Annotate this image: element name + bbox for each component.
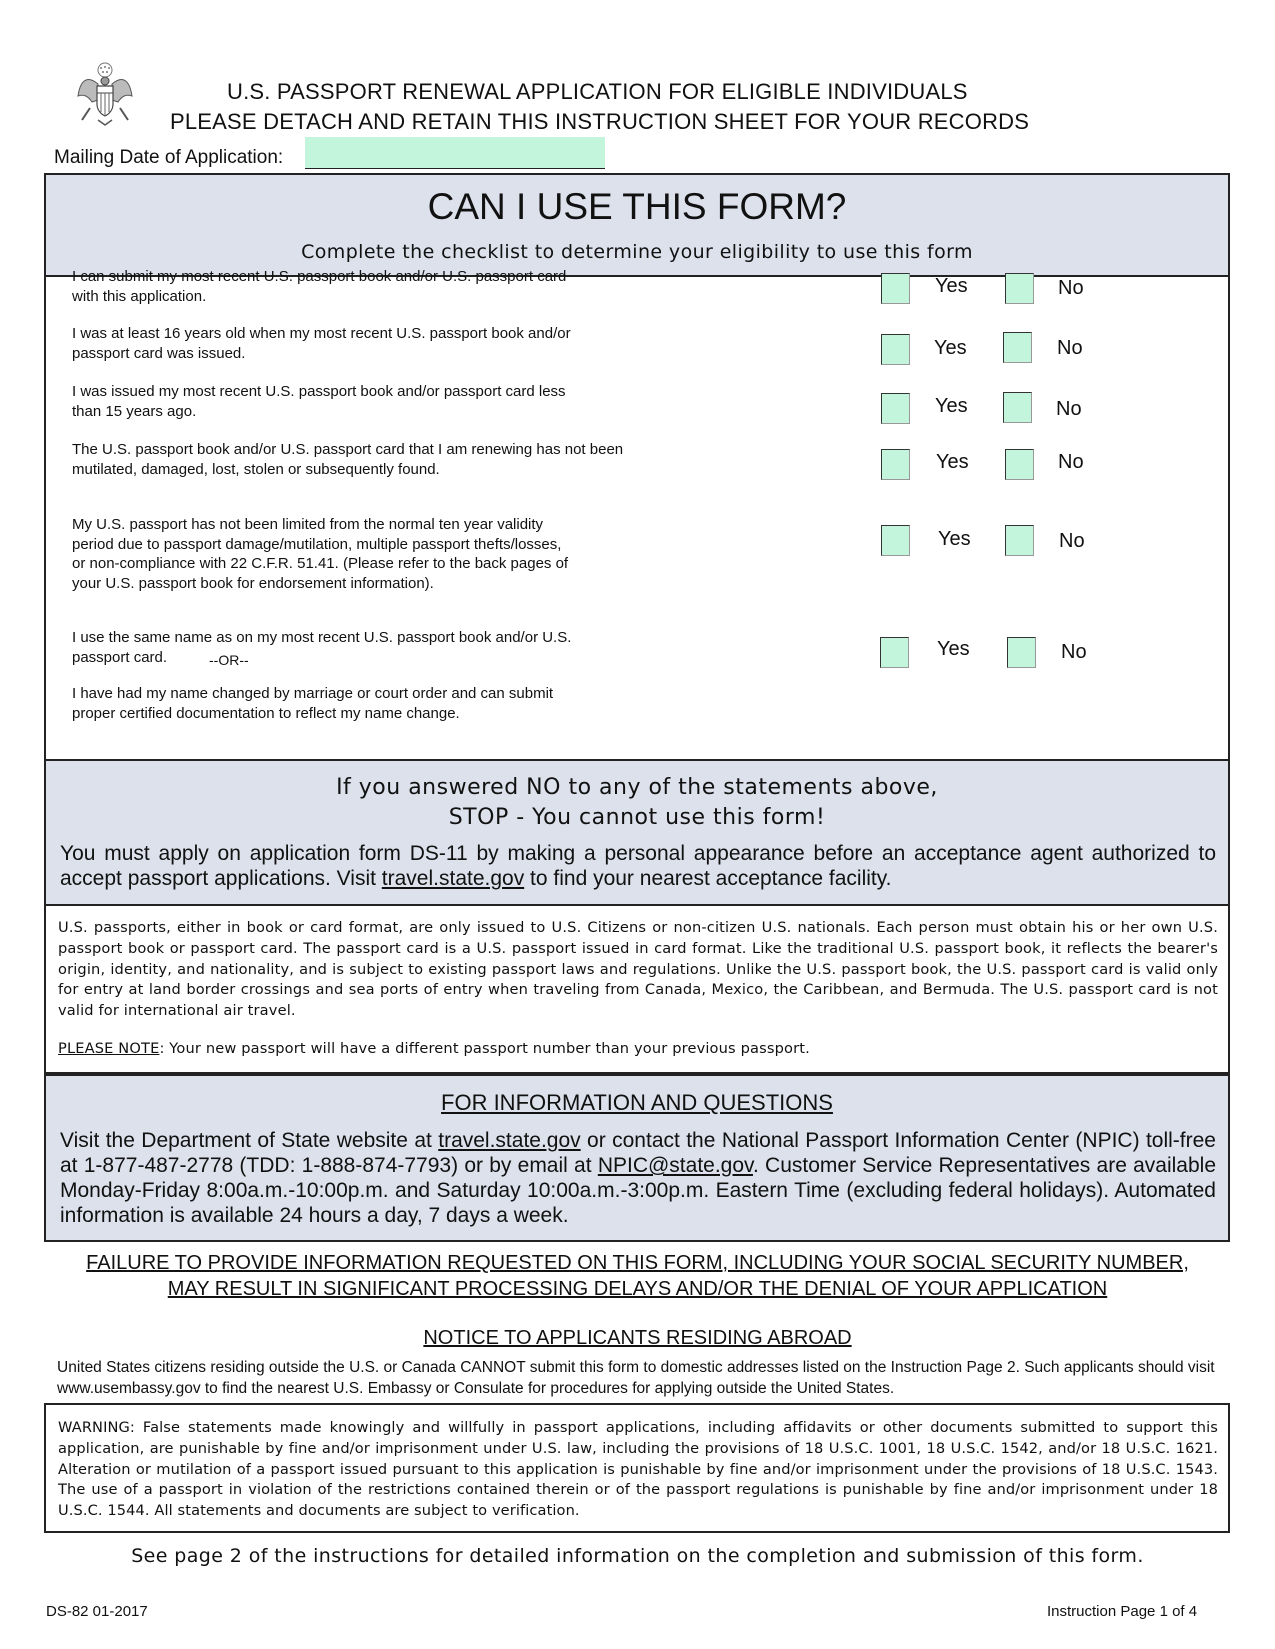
ds11-instructions xyxy=(60,841,1216,891)
information-questions-box xyxy=(44,1074,1230,1242)
npic-email-link[interactable]: NPIC@state.gov xyxy=(597,1154,753,1177)
questions-body xyxy=(60,1128,1216,1228)
q6-no-checkbox[interactable] xyxy=(1007,637,1036,668)
q4-no-checkbox[interactable] xyxy=(1005,449,1034,480)
checklist-question-1: I can submit my most recent U.S. passport book and/or U.S. passport card with this application. xyxy=(72,268,567,305)
warning-box xyxy=(44,1403,1230,1533)
failure-notice-line1: FAILURE TO PROVIDE INFORMATION REQUESTED ON THIS FORM, INCLUDING YOUR SOCIAL SECURITY NUMBER, xyxy=(86,1252,1189,1274)
form-title: U.S. PASSPORT RENEWAL APPLICATION FOR ELIGIBLE INDIVIDUALS xyxy=(227,79,968,104)
us-great-seal-icon xyxy=(76,62,134,128)
q1-no-label: No xyxy=(1058,277,1084,299)
please-note xyxy=(58,1040,810,1057)
checklist-question-2: I was at least 16 years old when my most recent U.S. passport book and/or passport card was issued. xyxy=(72,325,571,362)
mailing-date-input[interactable] xyxy=(305,137,605,169)
please-note-label: PLEASE NOTE xyxy=(58,1040,160,1057)
q6-yes-checkbox[interactable] xyxy=(880,637,909,668)
q1-yes-label: Yes xyxy=(935,275,968,297)
q5-yes-label: Yes xyxy=(938,528,971,550)
eligibility-checklist xyxy=(44,173,1230,761)
travel-state-gov-link-2[interactable]: travel.state.gov xyxy=(438,1129,581,1152)
passport-info-box xyxy=(44,906,1230,1074)
questions-text-1: Visit the Department of State website at xyxy=(60,1129,439,1152)
ds11-text-after: to find your nearest acceptance facility. xyxy=(524,867,892,890)
questions-text-3: . Customer Service Representatives are available Monday-Friday 8:00a.m.-10:00p.m. and Saturday 10:00a.m.-3:00p.m. Eastern Time (excluding federal holidays). Automated information is available 24 hours a day, 7 days a week. xyxy=(60,1154,1217,1227)
q5-yes-checkbox[interactable] xyxy=(881,525,910,556)
see-page-2-note: See page 2 of the instructions for detailed information on the completion and submission of this form. xyxy=(131,1545,1144,1567)
passport-info-paragraph: U.S. passports, either in book or card format, are only issued to U.S. Citizens or non-citizen U.S. nationals. Each person must obtain his or her own U.S. passport book or passport card. The passport card is a U.S. passport issued in card format. Like the traditional U.S. passport book, it reflects the bearer's origin, identity, and nationality, and is subject to existing passport laws and regulations. Unlike the U.S. passport book, the U.S. passport card is valid only for entry at land border crossings and sea ports of entry when traveling from Canada, Mexico, the Caribbean, and Bermuda. The U.S. passport card is not valid for international air travel. xyxy=(58,919,1218,1020)
q3-no-checkbox[interactable] xyxy=(1003,392,1032,423)
q1-yes-checkbox[interactable] xyxy=(881,273,910,304)
q5-no-label: No xyxy=(1059,530,1085,552)
abroad-notice-body: United States citizens residing outside the U.S. or Canada CANNOT submit this form to domestic addresses listed on the Instruction Page 2. Such applicants should visit www.usembassy.gov to find the nearest U.S. Embassy or Consulate for procedures for applying outside the United States. xyxy=(57,1359,1215,1397)
q2-no-checkbox[interactable] xyxy=(1003,332,1032,363)
stop-notice xyxy=(44,761,1230,906)
q2-yes-label: Yes xyxy=(934,337,967,359)
q5-no-checkbox[interactable] xyxy=(1005,525,1034,556)
mailing-date-label: Mailing Date of Application: xyxy=(54,147,284,168)
q2-no-label: No xyxy=(1057,337,1083,359)
abroad-notice-title: NOTICE TO APPLICANTS RESIDING ABROAD xyxy=(423,1327,852,1349)
questions-title: FOR INFORMATION AND QUESTIONS xyxy=(441,1090,833,1115)
q6-yes-label: Yes xyxy=(937,638,970,660)
q4-yes-label: Yes xyxy=(936,451,969,473)
q3-yes-label: Yes xyxy=(935,395,968,417)
checklist-question-4: The U.S. passport book and/or U.S. passport card that I am renewing has not been mutilated, damaged, lost, stolen or subsequently found. xyxy=(72,441,624,478)
q3-yes-checkbox[interactable] xyxy=(881,393,910,424)
q4-yes-checkbox[interactable] xyxy=(881,449,910,480)
page-number: Instruction Page 1 of 4 xyxy=(1047,1603,1198,1620)
travel-state-gov-link[interactable]: travel.state.gov xyxy=(381,867,525,890)
q4-no-label: No xyxy=(1058,451,1084,473)
q6-no-label: No xyxy=(1061,641,1087,663)
warning-text: WARNING: False statements made knowingly and willfully in passport applications, including affidavits or other documents submitted to support this application, are punishable by fine and/or imprisonment under U.S. law, including the provisions of 18 U.S.C. 1001, 18 U.S.C. 1542, and/or 18 U.S.C. 1621. Alteration or mutilation of a passport issued pursuant to this application is punishable by fine and/or imprisonment under the provisions of 18 U.S.C. 1543. The use of a passport in violation of the restrictions contained therein or of the passport regulations is punishable by fine and/or imprisonment under 18 U.S.C. 1544. All statements and documents are subject to verification. xyxy=(58,1419,1218,1520)
form-number: DS-82 01-2017 xyxy=(46,1603,148,1620)
failure-notice-line2: MAY RESULT IN SIGNIFICANT PROCESSING DELAYS AND/OR THE DENIAL OF YOUR APPLICATION xyxy=(167,1278,1108,1300)
q2-yes-checkbox[interactable] xyxy=(881,334,910,365)
detach-instruction: PLEASE DETACH AND RETAIN THIS INSTRUCTION SHEET FOR YOUR RECORDS xyxy=(170,109,1030,134)
ds11-text-before: You must apply on application form DS-11 by making a personal appearance before an acceptance agent authorized to accept passport applications. Visit xyxy=(60,842,1216,890)
q3-no-label: No xyxy=(1056,398,1082,420)
checklist-question-5: My U.S. passport has not been limited from the normal ten year validity period due to passport damage/mutilation, multiple passport thefts/losses, or non-compliance with 22 C.F.R. 51.41. (Please refer to the back pages of your U.S. passport book for endorsement information). xyxy=(72,516,569,592)
checklist-question-3: I was issued my most recent U.S. passport book and/or passport card less than 15 years ago. xyxy=(72,383,566,420)
q1-no-checkbox[interactable] xyxy=(1005,273,1034,304)
questions-text-2: or contact the National Passport Information Center (NPIC) toll-free at 1-877-487-2778 (TDD: 1-888-874-7793) or by email at xyxy=(60,1129,1216,1177)
stop-heading-line1: If you answered NO to any of the statements above, xyxy=(336,775,938,800)
checklist-question-6-alt: I have had my name changed by marriage or court order and can submit proper certified documentation to reflect my name change. xyxy=(72,685,554,722)
please-note-text: : Your new passport will have a different passport number than your previous passport. xyxy=(159,1040,810,1057)
checklist-title: CAN I USE THIS FORM? xyxy=(427,186,847,227)
checklist-header xyxy=(46,175,1228,277)
checklist-question-6: I use the same name as on my most recent U.S. passport book and/or U.S. passport card. xyxy=(72,629,572,666)
or-separator: --OR-- xyxy=(209,652,249,668)
stop-heading-line2: STOP - You cannot use this form! xyxy=(448,805,826,830)
checklist-subtitle: Complete the checklist to determine your eligibility to use this form xyxy=(301,241,973,263)
